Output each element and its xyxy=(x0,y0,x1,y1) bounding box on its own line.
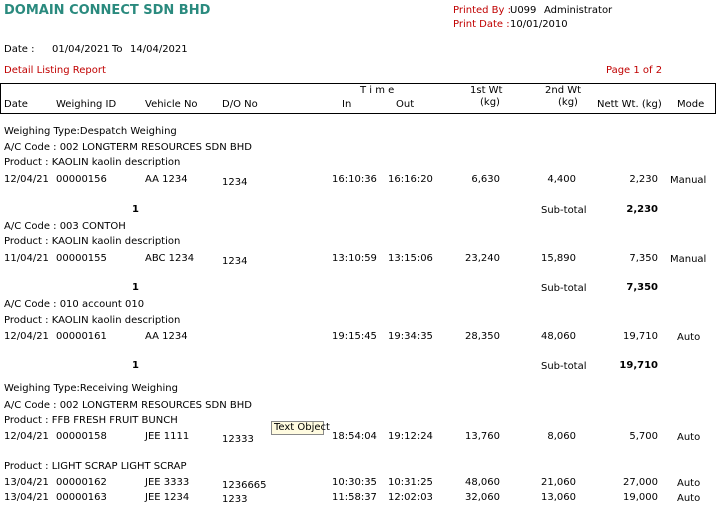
cell-time-in: 13:10:59 xyxy=(332,253,377,264)
subtotal-count: 1 xyxy=(132,282,139,293)
col-weighing-id: Weighing ID xyxy=(56,99,117,110)
col-time: T i m e xyxy=(360,85,395,96)
subtotal-count: 1 xyxy=(132,360,139,371)
account-line: A/C Code : 002 LONGTERM RESOURCES SDN BHD xyxy=(4,400,252,411)
weighing-type-receiving: Weighing Type:Receiving Weighing xyxy=(4,383,178,394)
cell-time-out: 12:02:03 xyxy=(388,492,433,503)
col-second-wt: 2nd Wt xyxy=(545,85,582,96)
col-second-wt-unit: (kg) xyxy=(558,97,578,108)
cell-mode: Auto xyxy=(677,493,701,504)
cell-vehicle: AA 1234 xyxy=(145,331,188,342)
cell-first-wt: 13,760 xyxy=(465,431,500,442)
print-date-label: Print Date : xyxy=(453,19,510,30)
account-line: A/C Code : 002 LONGTERM RESOURCES SDN BHD xyxy=(4,142,252,153)
cell-time-out: 19:34:35 xyxy=(388,331,433,342)
cell-second-wt: 8,060 xyxy=(547,431,576,442)
cell-date: 12/04/21 xyxy=(4,174,49,185)
product-line: Product : KAOLIN kaolin description xyxy=(4,315,181,326)
product-line: Product : LIGHT SCRAP LIGHT SCRAP xyxy=(4,461,187,472)
print-date-value: 10/01/2010 xyxy=(510,19,568,30)
cell-time-in: 11:58:37 xyxy=(332,492,377,503)
cell-second-wt: 48,060 xyxy=(541,331,576,342)
cell-nett: 27,000 xyxy=(623,477,658,488)
printed-by-value: U099 xyxy=(510,5,537,16)
col-time-in: In xyxy=(342,99,352,110)
cell-do: 1236665 xyxy=(222,480,267,491)
cell-do: 12333 xyxy=(222,434,254,445)
cell-vehicle: AA 1234 xyxy=(145,174,188,185)
cell-first-wt: 28,350 xyxy=(465,331,500,342)
cell-weighing-id: 00000162 xyxy=(56,477,107,488)
col-nett: Nett Wt. (kg) xyxy=(597,99,662,110)
cell-time-out: 13:15:06 xyxy=(388,253,433,264)
text-object-tooltip[interactable]: Text Object xyxy=(271,421,324,435)
cell-nett: 19,000 xyxy=(623,492,658,503)
cell-date: 12/04/21 xyxy=(4,431,49,442)
cell-first-wt: 6,630 xyxy=(471,174,500,185)
cell-nett: 7,350 xyxy=(629,253,658,264)
cell-first-wt: 32,060 xyxy=(465,492,500,503)
page-number: Page 1 of 2 xyxy=(606,65,663,76)
col-first-wt-unit: (kg) xyxy=(480,97,500,108)
cell-first-wt: 48,060 xyxy=(465,477,500,488)
cell-time-in: 16:10:36 xyxy=(332,174,377,185)
cell-date: 13/04/21 xyxy=(4,492,49,503)
subtotal-count: 1 xyxy=(132,204,139,215)
date-to: 14/04/2021 xyxy=(130,44,188,55)
subtotal-label: Sub-total xyxy=(541,283,587,294)
cell-weighing-id: 00000156 xyxy=(56,174,107,185)
cell-date: 12/04/21 xyxy=(4,331,49,342)
cell-time-out: 16:16:20 xyxy=(388,174,433,185)
printed-by-label: Printed By : xyxy=(453,5,512,16)
subtotal-value: 7,350 xyxy=(626,282,658,293)
cell-second-wt: 15,890 xyxy=(541,253,576,264)
cell-mode: Auto xyxy=(677,478,701,489)
col-date: Date xyxy=(4,99,28,110)
cell-vehicle: JEE 1234 xyxy=(145,492,190,503)
subtotal-value: 19,710 xyxy=(619,360,658,371)
cell-second-wt: 4,400 xyxy=(547,174,576,185)
cell-vehicle: ABC 1234 xyxy=(145,253,195,264)
cell-time-out: 10:31:25 xyxy=(388,477,433,488)
cell-date: 11/04/21 xyxy=(4,253,49,264)
product-line: Product : FFB FRESH FRUIT BUNCH xyxy=(4,415,178,426)
printed-by-name: Administrator xyxy=(544,5,613,16)
cell-do: 1233 xyxy=(222,494,248,505)
company-name: DOMAIN CONNECT SDN BHD xyxy=(4,3,211,18)
date-from: 01/04/2021 xyxy=(52,44,110,55)
cell-nett: 19,710 xyxy=(623,331,658,342)
cell-weighing-id: 00000163 xyxy=(56,492,107,503)
cell-do: 1234 xyxy=(222,177,248,188)
cell-nett: 2,230 xyxy=(629,174,658,185)
cell-time-in: 19:15:45 xyxy=(332,331,377,342)
subtotal-value: 2,230 xyxy=(626,204,658,215)
date-label: Date : xyxy=(4,44,35,55)
cell-vehicle: JEE 3333 xyxy=(145,477,190,488)
cell-mode: Auto xyxy=(677,332,701,343)
cell-weighing-id: 00000161 xyxy=(56,331,107,342)
cell-date: 13/04/21 xyxy=(4,477,49,488)
cell-mode: Auto xyxy=(677,432,701,443)
cell-weighing-id: 00000158 xyxy=(56,431,107,442)
col-vehicle: Vehicle No xyxy=(145,99,198,110)
product-line: Product : KAOLIN kaolin description xyxy=(4,236,181,247)
account-line: A/C Code : 003 CONTOH xyxy=(4,221,126,232)
cell-vehicle: JEE 1111 xyxy=(145,431,190,442)
weighing-type-despatch: Weighing Type:Despatch Weighing xyxy=(4,126,177,137)
cell-mode: Manual xyxy=(670,175,707,186)
col-mode: Mode xyxy=(677,99,705,110)
cell-weighing-id: 00000155 xyxy=(56,253,107,264)
cell-time-out: 19:12:24 xyxy=(388,431,433,442)
cell-nett: 5,700 xyxy=(629,431,658,442)
cell-time-in: 18:54:04 xyxy=(332,431,377,442)
col-do: D/O No xyxy=(222,99,258,110)
cell-mode: Manual xyxy=(670,254,707,265)
cell-second-wt: 21,060 xyxy=(541,477,576,488)
account-line: A/C Code : 010 account 010 xyxy=(4,299,145,310)
cell-second-wt: 13,060 xyxy=(541,492,576,503)
cell-first-wt: 23,240 xyxy=(465,253,500,264)
report-title: Detail Listing Report xyxy=(4,65,106,76)
col-time-out: Out xyxy=(396,99,415,110)
product-line: Product : KAOLIN kaolin description xyxy=(4,157,181,168)
subtotal-label: Sub-total xyxy=(541,205,587,216)
date-to-word: To xyxy=(112,44,123,55)
cell-do: 1234 xyxy=(222,256,248,267)
subtotal-label: Sub-total xyxy=(541,361,587,372)
col-first-wt: 1st Wt xyxy=(470,85,503,96)
cell-time-in: 10:30:35 xyxy=(332,477,377,488)
